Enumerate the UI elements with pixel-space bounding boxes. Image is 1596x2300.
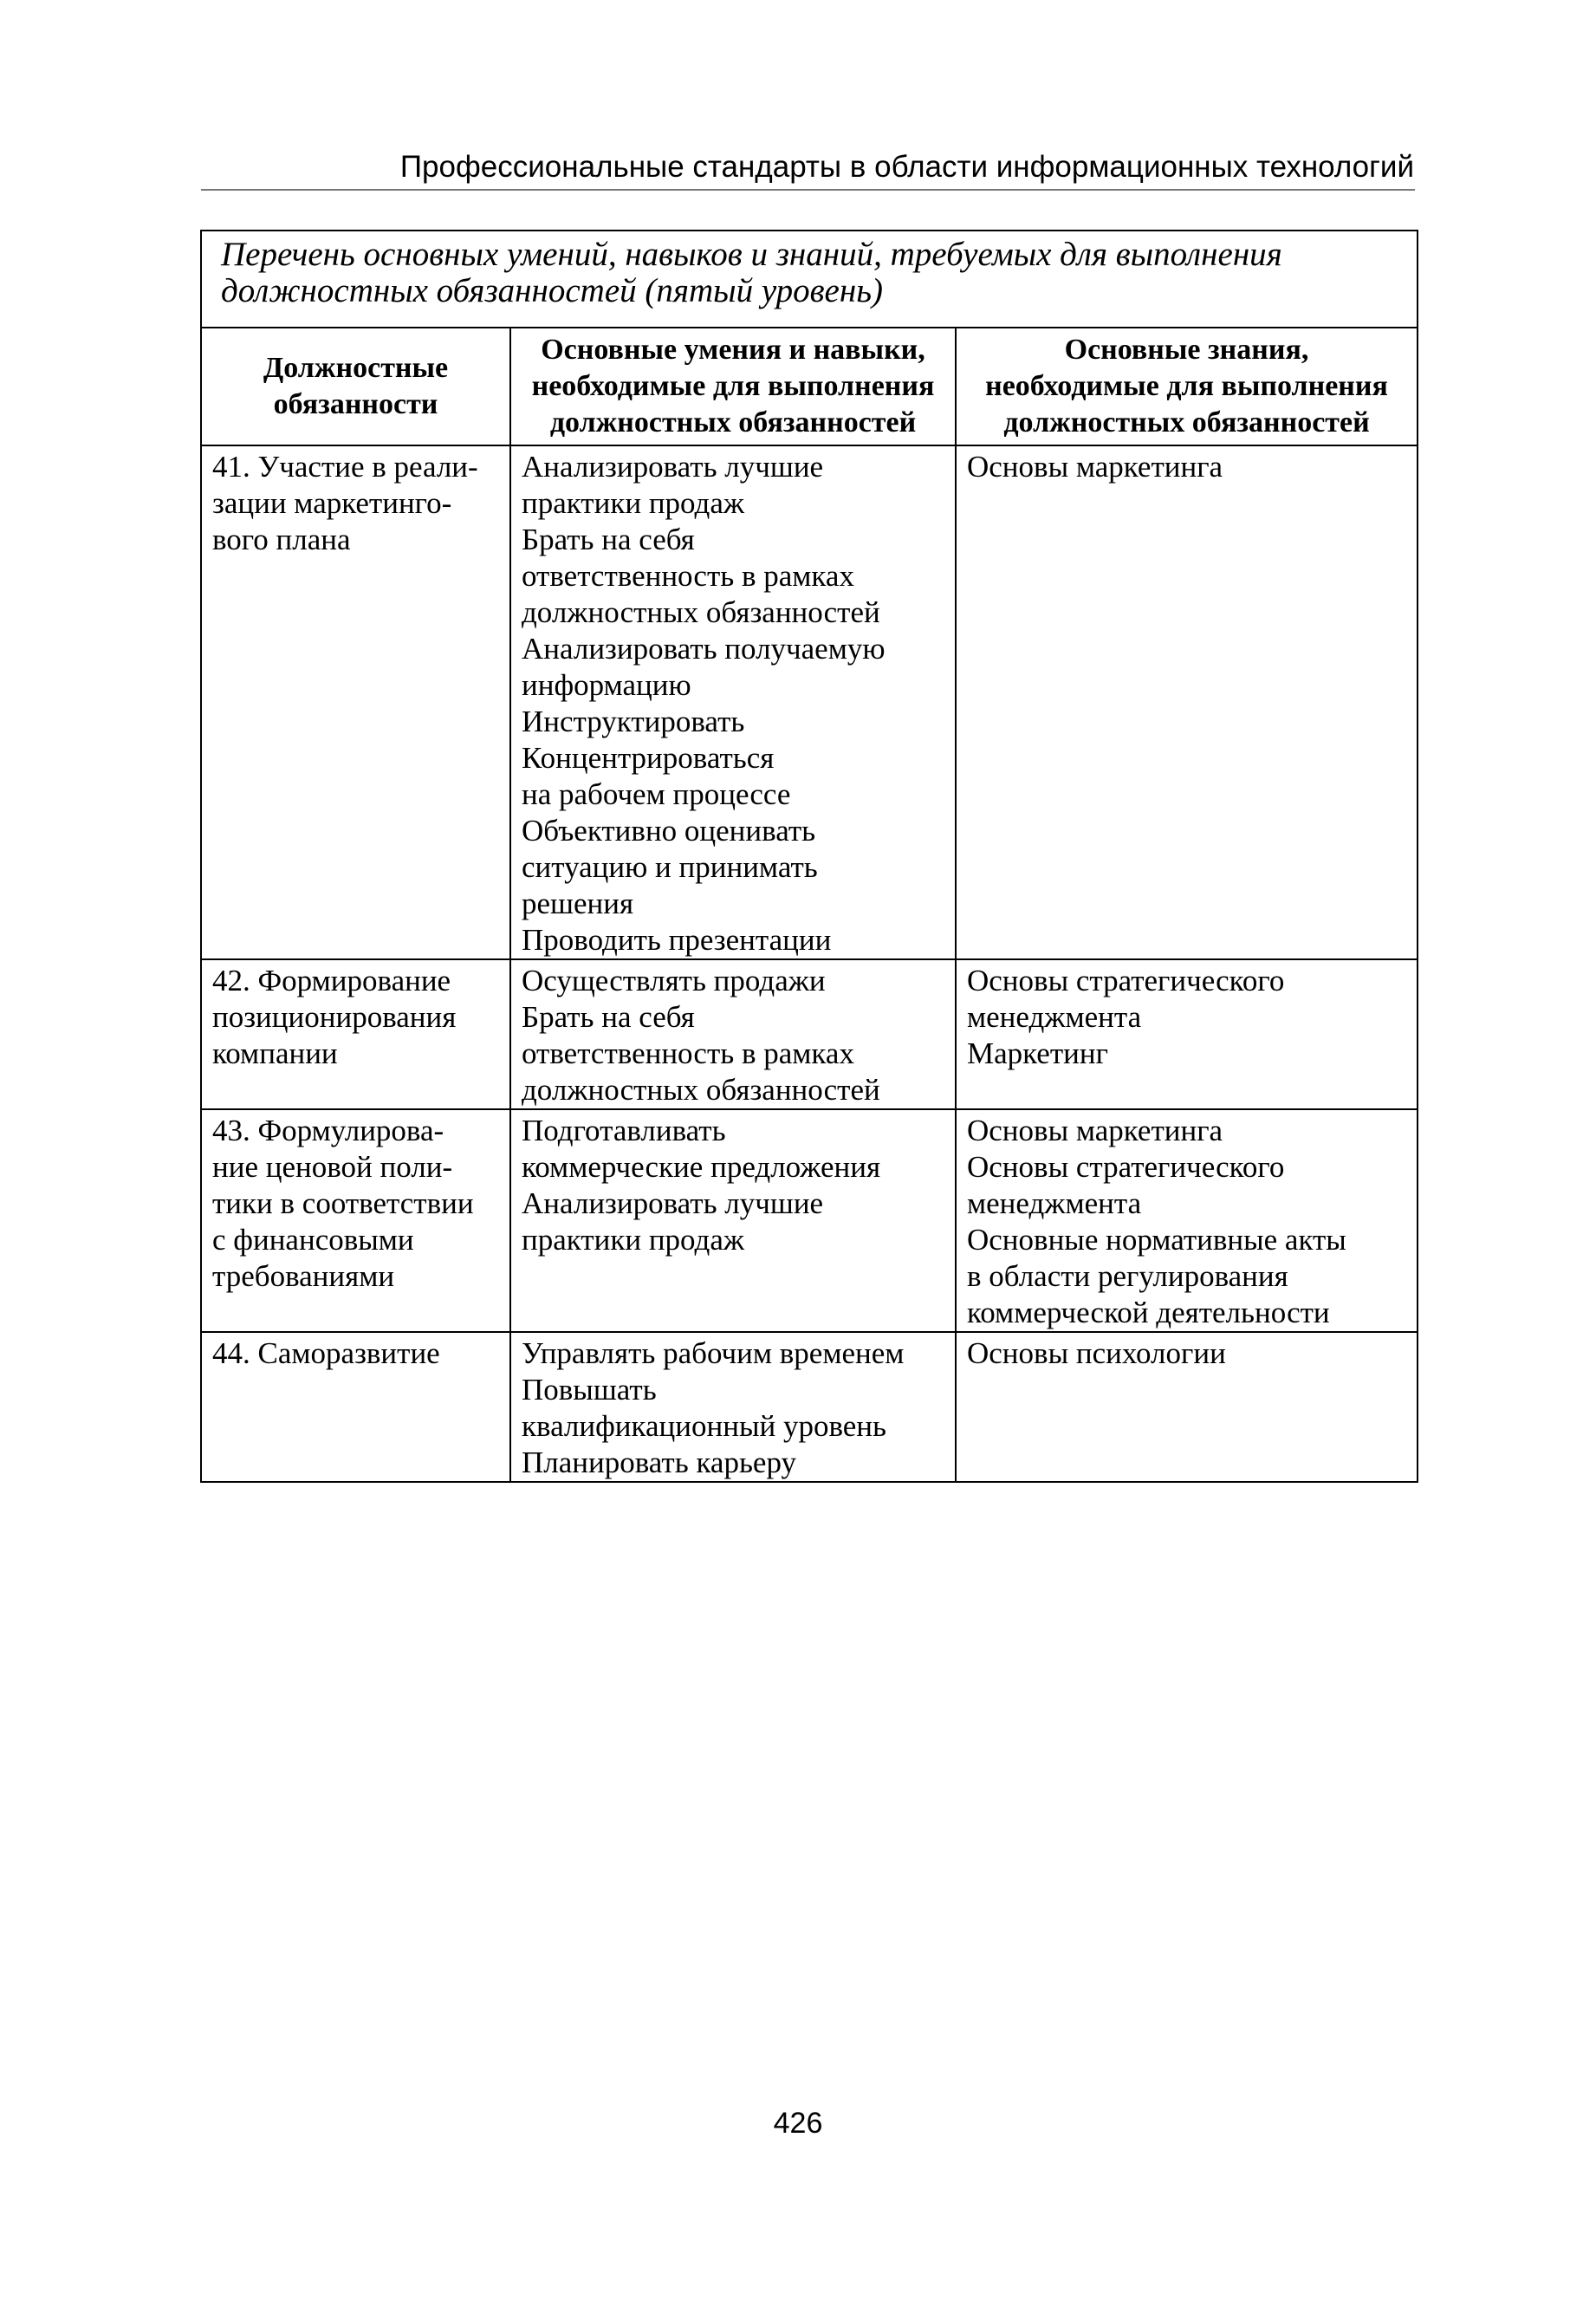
cell-line: Инструктировать — [522, 705, 745, 738]
cell-line: практики продаж — [522, 1223, 745, 1257]
cell-line: Анализировать получаемую — [522, 632, 886, 666]
cell-line: 43. Формулирова- — [212, 1114, 444, 1147]
cell-line: Повышать — [522, 1373, 657, 1407]
cell-line: должностных обязанностей — [522, 1073, 880, 1107]
duty-cell — [201, 1332, 510, 1482]
cell-line: коммерческие предложения — [522, 1150, 881, 1184]
cell-line: зации маркетинго- — [212, 486, 452, 520]
column-header-skills — [510, 328, 956, 445]
knowledge-cell — [956, 445, 1418, 959]
knowledge-cell — [956, 959, 1418, 1109]
cell-line: информацию — [522, 668, 691, 702]
skills-cell — [510, 445, 956, 959]
knowledge-cell — [956, 1332, 1418, 1482]
cell-line: с финансовыми — [212, 1223, 414, 1257]
running-header: Профессиональные стандарты в области информационных технологий — [399, 150, 1414, 184]
cell-line: Брать на себя — [522, 1000, 695, 1034]
header-rule — [201, 189, 1415, 191]
cell-line: должностных обязанностей — [522, 595, 880, 629]
cell-line: 41. Участие в реали- — [212, 450, 478, 484]
table-row — [201, 1109, 1418, 1332]
cell-line: Управлять рабочим временем — [522, 1336, 905, 1370]
cell-line: Основы маркетинга — [967, 450, 1223, 484]
cell-line: ответственность в рамках — [522, 1036, 854, 1070]
table-row — [201, 959, 1418, 1109]
cell-line: Объективно оценивать — [522, 814, 816, 848]
table-row — [201, 1332, 1418, 1482]
cell-line: решения — [522, 887, 634, 920]
cell-line: 44. Саморазвитие — [212, 1336, 440, 1370]
column-header-line: необходимые для выполнения — [985, 370, 1388, 402]
cell-line: квалификационный уровень — [522, 1409, 886, 1443]
skills-cell — [510, 1109, 956, 1332]
cell-line: Осуществлять продажи — [522, 964, 826, 997]
cell-line: Основы маркетинга — [967, 1114, 1223, 1147]
cell-line: вого плана — [212, 523, 351, 556]
cell-line: Брать на себя — [522, 523, 695, 556]
cell-line: Анализировать лучшие — [522, 1186, 824, 1220]
table-caption-line: должностных обязанностей (пятый уровень) — [221, 272, 883, 309]
cell-line: практики продаж — [522, 486, 745, 520]
cell-line: требованиями — [212, 1259, 395, 1293]
table-caption — [201, 231, 1418, 328]
column-header-line: должностных обязанностей — [549, 406, 917, 439]
table-header-row — [201, 328, 1418, 445]
cell-line: ние ценовой поли- — [212, 1150, 453, 1184]
column-header-knowledge — [956, 328, 1418, 445]
table-caption-line: Перечень основных умений, навыков и знаний, требуемых для выполнения — [221, 236, 1282, 273]
column-header-line: Основные знания, — [1064, 334, 1309, 366]
table-body — [201, 445, 1418, 1482]
cell-line: тики в соответствии — [212, 1186, 474, 1220]
cell-line: ответственность в рамках — [522, 559, 854, 593]
cell-line: Маркетинг — [967, 1036, 1108, 1070]
cell-line: Концентрироваться — [522, 741, 775, 775]
column-header-line: обязанности — [273, 388, 438, 420]
duty-cell — [201, 1109, 510, 1332]
cell-line: коммерческой деятельности — [967, 1296, 1330, 1329]
column-header-duties — [201, 328, 510, 445]
cell-line: Подготавливать — [522, 1114, 726, 1147]
column-header-line: Основные умения и навыки, — [541, 334, 925, 366]
skills-cell — [510, 959, 956, 1109]
cell-line: ситуацию и принимать — [522, 850, 818, 884]
column-header-line: необходимые для выполнения — [531, 370, 935, 402]
cell-line: Основы стратегического — [967, 1150, 1285, 1184]
page-number: 426 — [773, 2107, 823, 2140]
duty-cell — [201, 445, 510, 959]
cell-line: в области регулирования — [967, 1259, 1288, 1293]
cell-line: Анализировать лучшие — [522, 450, 824, 484]
knowledge-cell — [956, 1109, 1418, 1332]
table-row — [201, 445, 1418, 959]
cell-line: менеджмента — [967, 1000, 1142, 1034]
column-header-line: Должностные — [263, 352, 449, 384]
cell-line: Проводить презентации — [522, 923, 832, 957]
skills-cell — [510, 1332, 956, 1482]
cell-line: менеджмента — [967, 1186, 1142, 1220]
column-header-line: должностных обязанностей — [1003, 406, 1370, 439]
cell-line: Основы психологии — [967, 1336, 1226, 1370]
cell-line: Основные нормативные акты — [967, 1223, 1346, 1257]
cell-line: компании — [212, 1036, 338, 1070]
cell-line: Планировать карьеру — [522, 1446, 796, 1479]
cell-line: позиционирования — [212, 1000, 457, 1034]
cell-line: на рабочем процессе — [522, 777, 791, 811]
duty-cell — [201, 959, 510, 1109]
competency-table — [200, 230, 1418, 1483]
table-caption-row — [201, 231, 1418, 328]
cell-line: 42. Формирование — [212, 964, 451, 997]
cell-line: Основы стратегического — [967, 964, 1285, 997]
